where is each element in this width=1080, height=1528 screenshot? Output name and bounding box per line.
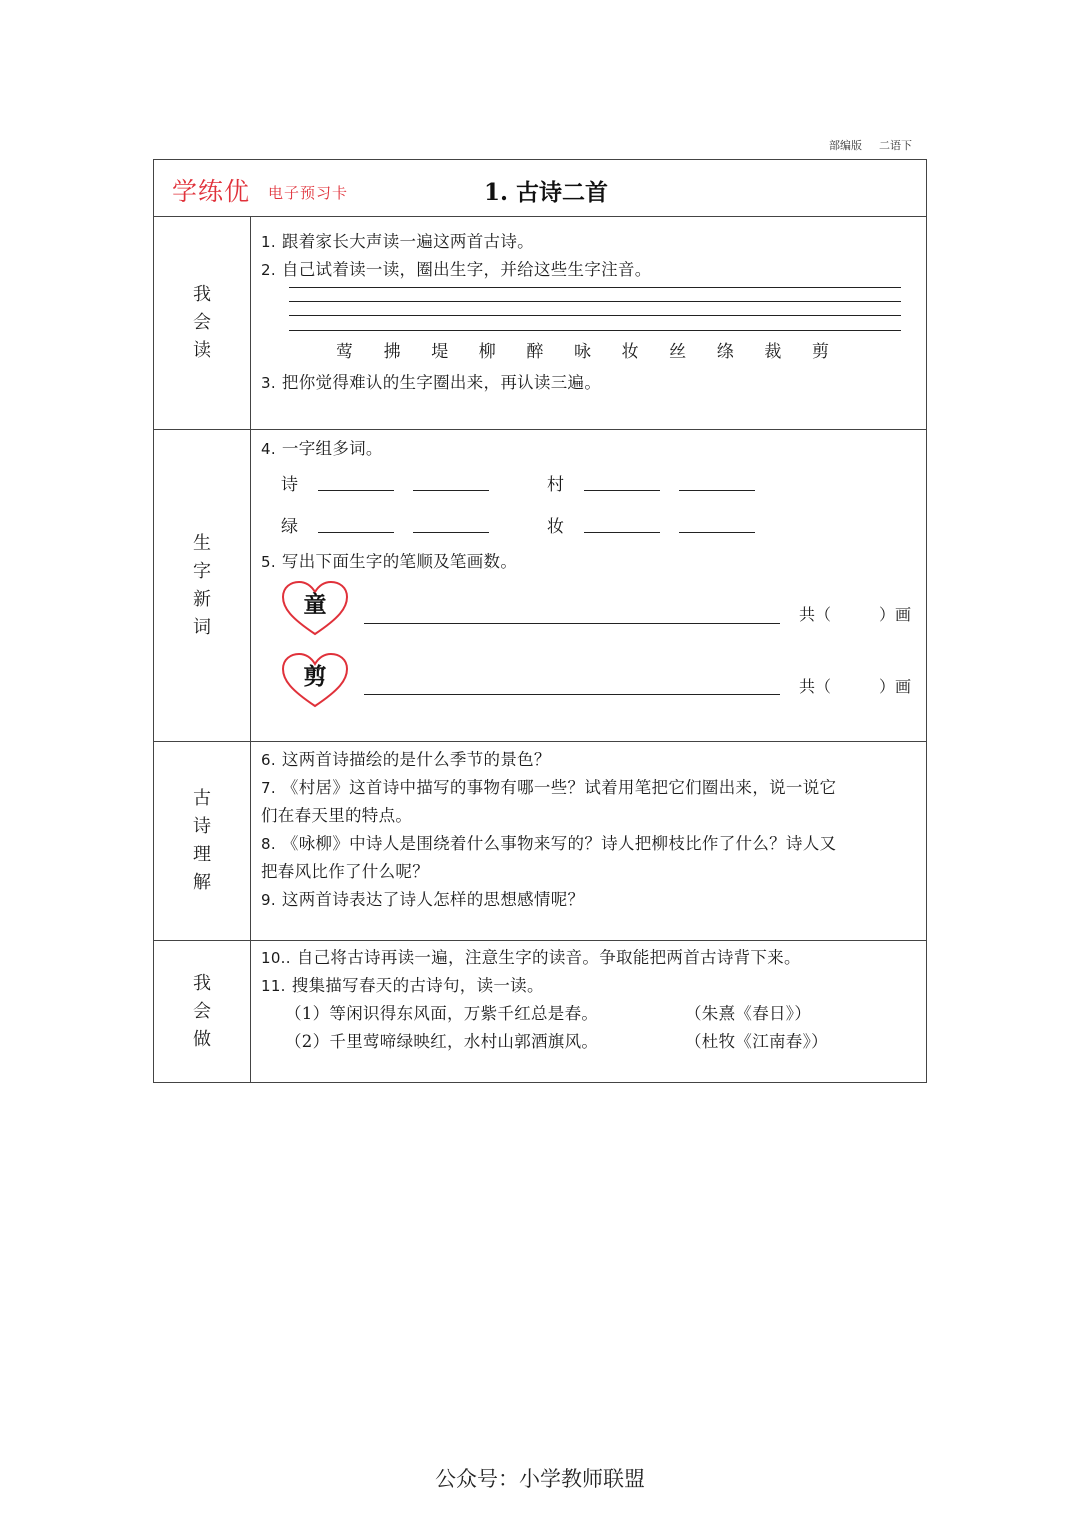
new-char[interactable]: 绦 [716,342,734,362]
footer-credit: 公众号：小学教师联盟 [435,1467,645,1491]
new-char[interactable]: 裁 [764,342,782,362]
label-char: 新 [193,588,211,610]
pinyin-line[interactable] [289,287,901,288]
stroke-order-line[interactable] [364,623,780,624]
word-blank[interactable] [679,490,755,491]
question-text: 一字组多词。 [281,439,383,458]
edition-label [829,137,912,153]
question-4 [261,435,383,459]
count-suffix: ）画 [879,677,912,696]
stroke-count [799,674,911,697]
label-char: 理 [193,844,211,865]
question-text: 这两首诗表达了诗人怎样的思想感情呢？ [281,890,585,909]
section-words-content [251,430,926,741]
section-understand-content [251,742,926,940]
new-char[interactable]: 柳 [478,342,496,362]
stroke-char: 童 [303,591,327,618]
new-char-list [336,337,860,362]
label-char: 会 [193,312,211,333]
word-char: 妆 [547,517,564,537]
question-number: 8. [261,835,276,853]
new-char[interactable]: 咏 [573,342,591,362]
question-text: 自己试着读一读，圈出生字，并给这些生字注音。 [281,260,652,279]
section-do-label [154,941,251,1082]
word-char: 村 [547,475,564,495]
brand-subtitle: 电子预习卡 [268,184,349,202]
publisher-label: 部编版 [829,139,862,152]
word-blank[interactable] [679,532,755,533]
word-blank[interactable] [584,490,660,491]
question-number: 4. [261,440,276,458]
pinyin-line[interactable] [289,315,901,316]
section-understand [154,742,926,941]
question-text: 《咏柳》中诗人是围绕着什么事物来写的？诗人把柳枝比作了什么？诗人又 [281,834,837,853]
question-3 [261,369,601,393]
pinyin-line[interactable] [289,330,901,331]
question-text: 自己将古诗再读一遍，注意生字的读音。争取能把两首古诗背下来。 [296,948,801,967]
question-5 [261,548,517,572]
section-read [154,217,926,430]
word-char: 诗 [281,475,298,495]
question-text: 写出下面生字的笔顺及笔画数。 [281,552,518,571]
question-9 [261,886,584,910]
label-char: 诗 [193,816,211,837]
new-char[interactable]: 剪 [811,342,829,362]
question-6 [261,746,551,770]
stroke-order-line[interactable] [364,694,780,695]
question-number: 11. [261,977,286,995]
question-8 [261,830,836,854]
section-words-label [154,430,251,741]
new-char[interactable]: 醉 [526,342,544,362]
section-read-label [154,217,251,429]
pinyin-line[interactable] [289,301,901,302]
question-text: 跟着家长大声读一遍这两首古诗。 [281,232,534,251]
page-title: 1. 古诗二首 [484,179,609,206]
count-prefix: 共（ [799,605,832,624]
grade-label: 二语下 [879,139,912,152]
question-number: 9. [261,891,276,909]
question-1 [261,228,534,252]
poem-line: （1）等闲识得东风面，万紫千红总是春。 [285,1004,599,1023]
stroke-char: 剪 [303,663,327,690]
label-char: 词 [193,616,211,638]
section-do-content [251,941,926,1082]
word-blank[interactable] [318,532,394,533]
label-char: 字 [193,560,211,582]
question-7-cont [261,802,412,826]
question-text: 搜集描写春天的古诗句，读一读。 [291,976,544,995]
question-number: 3. [261,374,276,392]
worksheet [153,159,927,1083]
section-understand-label [154,742,251,940]
word-blank[interactable] [413,490,489,491]
question-number: 6. [261,751,276,769]
question-7 [261,774,836,798]
question-10 [261,944,801,968]
label-char: 做 [193,1028,211,1050]
question-number: 5. [261,553,276,571]
new-char[interactable]: 堤 [431,342,449,362]
new-char[interactable]: 莺 [336,342,353,362]
title-row [154,160,926,217]
new-char[interactable]: 拂 [383,342,401,362]
count-prefix: 共（ [799,677,832,696]
label-char: 会 [193,1000,211,1022]
stroke-count [799,602,911,625]
label-char: 解 [193,872,211,893]
section-read-content [251,217,926,429]
question-8-cont [261,858,429,882]
heart-badge [281,652,349,710]
question-number: 10.. [261,949,291,967]
question-text: 把春风比作了什么呢？ [261,862,429,881]
word-blank[interactable] [584,532,660,533]
brand-logo: 学练优 [172,177,251,206]
label-char: 生 [193,532,211,554]
word-blank[interactable] [413,532,489,533]
new-char[interactable]: 妆 [621,342,639,362]
question-text: 《村居》这首诗中描写的事物有哪一些？试着用笔把它们圈出来，说一说它 [281,778,837,797]
label-char: 我 [193,972,211,994]
heart-badge [281,580,349,638]
count-suffix: ）画 [879,605,912,624]
label-char: 古 [193,788,211,809]
word-char: 绿 [281,517,298,537]
section-words [154,430,926,742]
poem-line: （2）千里莺啼绿映红，水村山郭酒旗风。 [285,1032,599,1051]
new-char[interactable]: 丝 [669,342,687,362]
poem-source: （杜牧《江南春》） [685,1032,828,1051]
label-char: 我 [193,284,211,305]
label-char: 读 [193,340,211,361]
question-2 [261,256,652,280]
question-text: 们在春天里的特点。 [261,806,413,825]
question-number: 7. [261,779,276,797]
question-number: 1. [261,233,276,251]
question-number: 2. [261,261,276,279]
question-text: 这两首诗描绘的是什么季节的景色？ [281,750,551,769]
question-text: 把你觉得难认的生字圈出来，再认读三遍。 [281,373,602,392]
poem-source: （朱熹《春日》） [685,1004,812,1023]
word-blank[interactable] [318,490,394,491]
section-do [154,941,926,1082]
question-11 [261,972,544,996]
